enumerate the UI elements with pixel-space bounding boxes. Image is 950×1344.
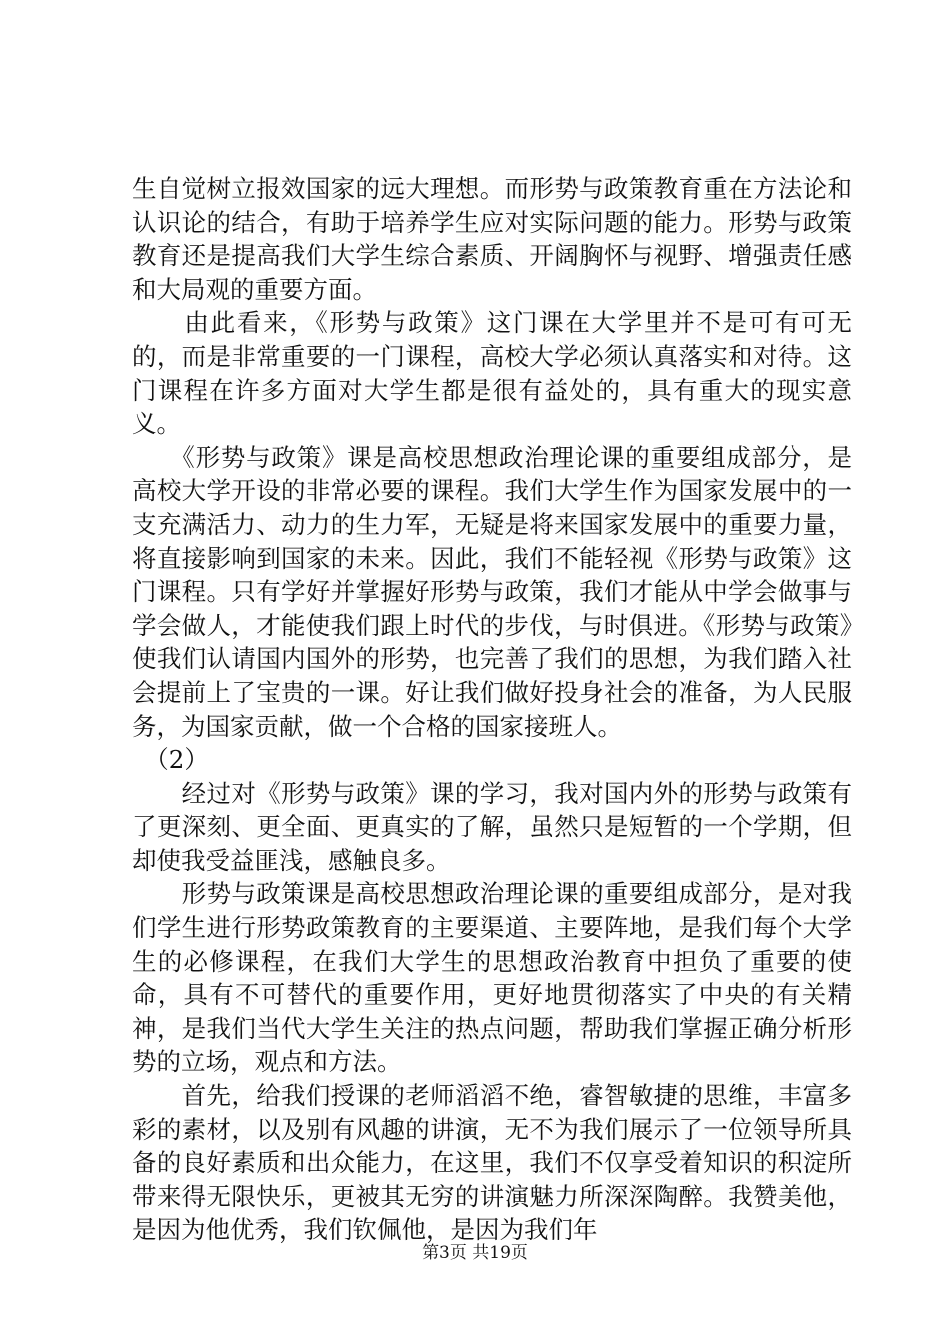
paragraph-4: 经过对《形势与政策》课的学习，我对国内外的形势与政策有了更深刻、更全面、更真实的了解，虽然只是短暂的一个学期，但却使我受益匪浅，感触良多。 [132, 778, 852, 875]
body-text [132, 172, 852, 1247]
section-marker: （2） [132, 745, 209, 775]
paragraph-1: 生自觉树立报效国家的远大理想。而形势与政策教育重在方法论和认识论的结合，有助于培养学生应对实际问题的能力。形势与政策教育还是提高我们大学生综合素质、开阔胸怀与视野、增强责任感和大局观的重要方面。 [132, 174, 852, 304]
page-footer [0, 1238, 950, 1263]
paragraph-3: 《形势与政策》课是高校思想政治理论课的重要组成部分，是高校大学开设的非常必要的课程。我们大学生作为国家发展中的一支充满活力、动力的生力军，无疑是将来国家发展中的重要力量，将直接影响到国家的未来。因此，我们不能轻视《形势与政策》这门课程。只有学好并掌握好形势与政策，我们才能从中学会做事与学会做人，才能使我们跟上时代的步伐，与时俱进。《形势与政策》使我们认请国内国外的形势，也完善了我们的思想，为我们踏入社会提前上了宝贵的一课。好让我们做好投身社会的准备，为人民服务，为国家贡献，做一个合格的国家接班人。 [132, 442, 852, 741]
paragraph-2: 由此看来，《形势与政策》这门课在大学里并不是可有可无的，而是非常重要的一门课程，高校大学必须认真落实和对待。这门课程在许多方面对大学生都是很有益处的，具有重大的现实意义。 [132, 308, 852, 439]
paragraph-6: 首先，给我们授课的老师滔滔不绝，睿智敏捷的思维，丰富多彩的素材，以及别有风趣的讲演，无不为我们展示了一位领导所具备的良好素质和出众能力，在这里，我们不仅享受着知识的积淀所带来得无限快乐，更被其无穷的讲演魅力所深深陶醉。我赞美他，是因为他优秀，我们钦佩他，是因为我们年 [132, 1081, 852, 1245]
paragraph-5: 形势与政策课是高校思想政治理论课的重要组成部分，是对我们学生进行形势政策教育的主要渠道、主要阵地，是我们每个大学生的必修课程，在我们大学生的思想政治教育中担负了重要的使命，具有不可替代的重要作用，更好地贯彻落实了中央的有关精神，是我们当代大学生关注的热点问题，帮助我们掌握正确分析形势的立场，观点和方法。 [132, 879, 852, 1077]
page-number: 第3页 共19页 [422, 1243, 528, 1263]
